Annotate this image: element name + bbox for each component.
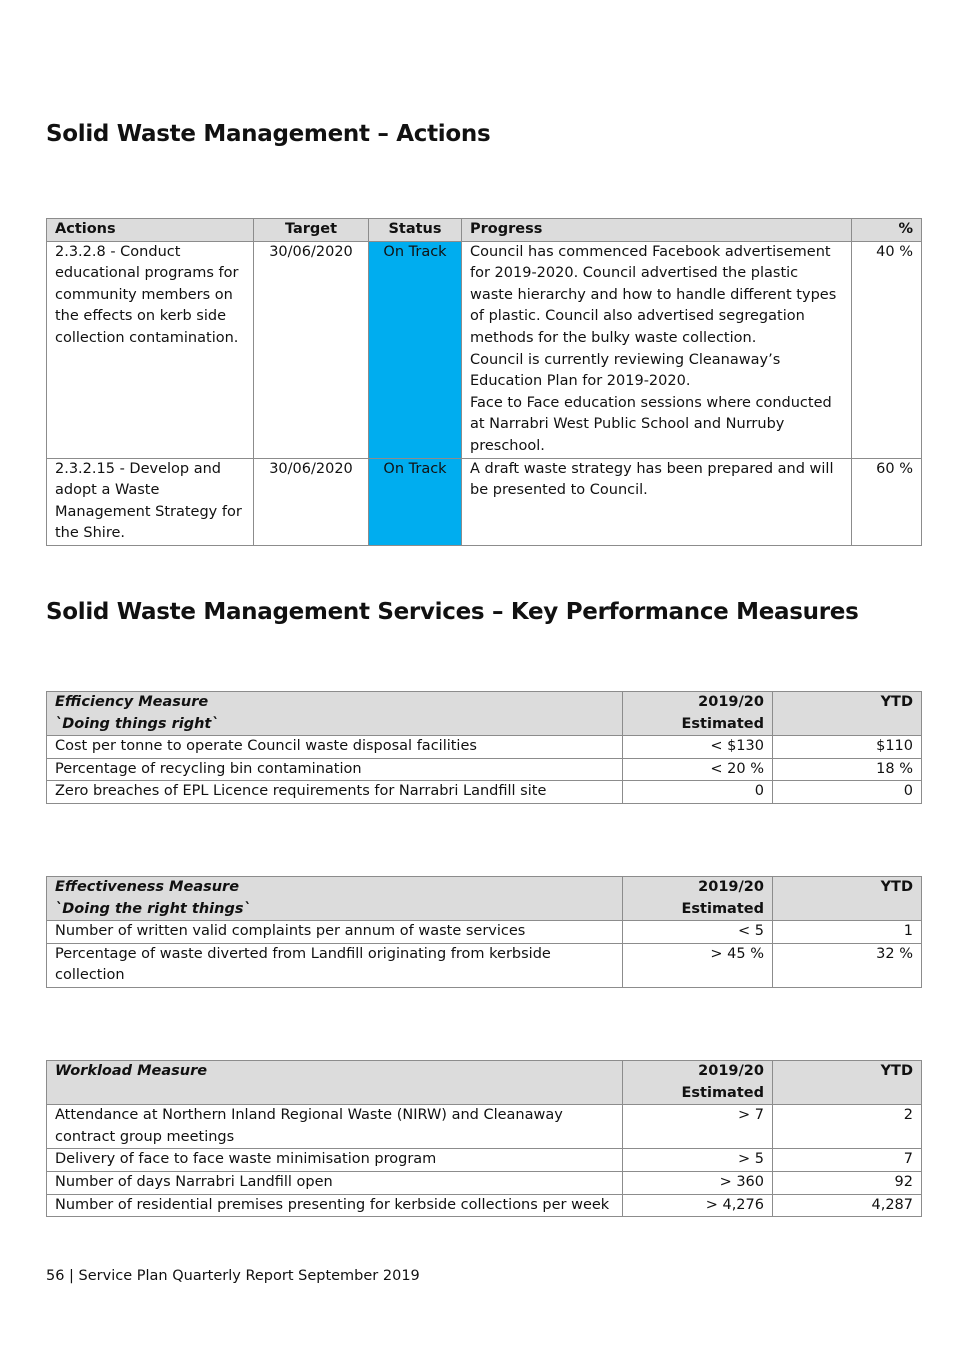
estimated-cell: > 360 bbox=[623, 1171, 773, 1194]
estimated-cell: < 5 bbox=[623, 921, 773, 944]
measure-cell: Delivery of face to face waste minimisation program bbox=[47, 1149, 623, 1172]
measure-header bbox=[47, 1061, 623, 1105]
section-title-kpm: Solid Waste Management Services – Key Performance Measures bbox=[46, 599, 859, 625]
table-row bbox=[47, 1171, 922, 1194]
measure-cell: Number of days Narrabri Landfill open bbox=[47, 1171, 623, 1194]
measure-cell: Cost per tonne to operate Council waste disposal facilities bbox=[47, 736, 623, 759]
status-cell: On Track bbox=[369, 458, 462, 545]
action-cell: 2.3.2.15 - Develop and adopt a Waste Management Strategy for the Shire. bbox=[47, 458, 254, 545]
table-row bbox=[47, 736, 922, 759]
col-header-percent: % bbox=[852, 219, 922, 242]
ytd-cell: 92 bbox=[773, 1171, 922, 1194]
percent-cell: 60 % bbox=[852, 458, 922, 545]
target-cell: 30/06/2020 bbox=[254, 458, 369, 545]
measure-header bbox=[47, 692, 623, 736]
ytd-cell: $110 bbox=[773, 736, 922, 759]
col-header-target: Target bbox=[254, 219, 369, 242]
table-row bbox=[47, 1105, 922, 1149]
progress-cell: Council has commenced Facebook advertisement for 2019-2020. Council advertised the plastic waste hierarchy and how to handle different types of plastic. Council also advertised segregation methods for the bulky waste collection. Council is currently reviewing Cleanaway’s Education Plan for 2019-2020. Face to Face education sessions where conducted at Narrabri West Public School and Nurruby preschool. bbox=[462, 241, 852, 458]
section-title-actions: Solid Waste Management – Actions bbox=[46, 121, 491, 147]
estimated-cell: < 20 % bbox=[623, 758, 773, 781]
effectiveness-measure-table bbox=[46, 876, 922, 988]
col-header-ytd: YTD bbox=[773, 877, 922, 921]
estimated-cell: < $130 bbox=[623, 736, 773, 759]
col-header-estimated: 2019/20 Estimated bbox=[623, 1061, 773, 1105]
measure-title: Efficiency Measure bbox=[55, 694, 209, 710]
ytd-cell: 18 % bbox=[773, 758, 922, 781]
ytd-cell: 32 % bbox=[773, 943, 922, 987]
measure-subtitle: `Doing the right things` bbox=[55, 900, 251, 917]
ytd-cell: 1 bbox=[773, 921, 922, 944]
measure-cell: Percentage of waste diverted from Landfill originating from kerbside collection bbox=[47, 943, 623, 987]
efficiency-measure-table bbox=[46, 691, 922, 804]
measure-header bbox=[47, 877, 623, 921]
progress-cell: A draft waste strategy has been prepared and will be presented to Council. bbox=[462, 458, 852, 545]
table-header-row bbox=[47, 1061, 922, 1105]
col-header-estimated: 2019/20 Estimated bbox=[623, 877, 773, 921]
col-header-status: Status bbox=[369, 219, 462, 242]
table-row bbox=[47, 943, 922, 987]
measure-title: Workload Measure bbox=[55, 1063, 208, 1079]
estimated-cell: > 5 bbox=[623, 1149, 773, 1172]
table-header-row bbox=[47, 877, 922, 921]
measure-cell: Percentage of recycling bin contamination bbox=[47, 758, 623, 781]
table-row bbox=[47, 1149, 922, 1172]
status-cell: On Track bbox=[369, 241, 462, 458]
measure-cell: Attendance at Northern Inland Regional Waste (NIRW) and Cleanaway contract group meetings bbox=[47, 1105, 623, 1149]
action-cell: 2.3.2.8 - Conduct educational programs for community members on the effects on kerb side collection contamination. bbox=[47, 241, 254, 458]
actions-table bbox=[46, 218, 922, 546]
col-header-ytd: YTD bbox=[773, 1061, 922, 1105]
table-header-row bbox=[47, 692, 922, 736]
table-row bbox=[47, 781, 922, 804]
measure-cell: Zero breaches of EPL Licence requirements for Narrabri Landfill site bbox=[47, 781, 623, 804]
target-cell: 30/06/2020 bbox=[254, 241, 369, 458]
table-row bbox=[47, 241, 922, 458]
estimated-cell: > 7 bbox=[623, 1105, 773, 1149]
table-header-row bbox=[47, 219, 922, 242]
estimated-cell: 0 bbox=[623, 781, 773, 804]
ytd-cell: 7 bbox=[773, 1149, 922, 1172]
col-header-ytd: YTD bbox=[773, 692, 922, 736]
measure-subtitle: `Doing things right` bbox=[55, 715, 219, 732]
table-row bbox=[47, 1194, 922, 1217]
estimated-cell: > 4,276 bbox=[623, 1194, 773, 1217]
measure-cell: Number of written valid complaints per annum of waste services bbox=[47, 921, 623, 944]
estimated-cell: > 45 % bbox=[623, 943, 773, 987]
ytd-cell: 2 bbox=[773, 1105, 922, 1149]
workload-measure-table bbox=[46, 1060, 922, 1217]
table-row bbox=[47, 921, 922, 944]
percent-cell: 40 % bbox=[852, 241, 922, 458]
table-row bbox=[47, 758, 922, 781]
col-header-actions: Actions bbox=[47, 219, 254, 242]
col-header-estimated: 2019/20 Estimated bbox=[623, 692, 773, 736]
measure-cell: Number of residential premises presenting for kerbside collections per week bbox=[47, 1194, 623, 1217]
ytd-cell: 4,287 bbox=[773, 1194, 922, 1217]
measure-title: Effectiveness Measure bbox=[55, 879, 240, 895]
table-row bbox=[47, 458, 922, 545]
page-footer: 56 | Service Plan Quarterly Report September 2019 bbox=[46, 1268, 420, 1284]
ytd-cell: 0 bbox=[773, 781, 922, 804]
col-header-progress: Progress bbox=[462, 219, 852, 242]
